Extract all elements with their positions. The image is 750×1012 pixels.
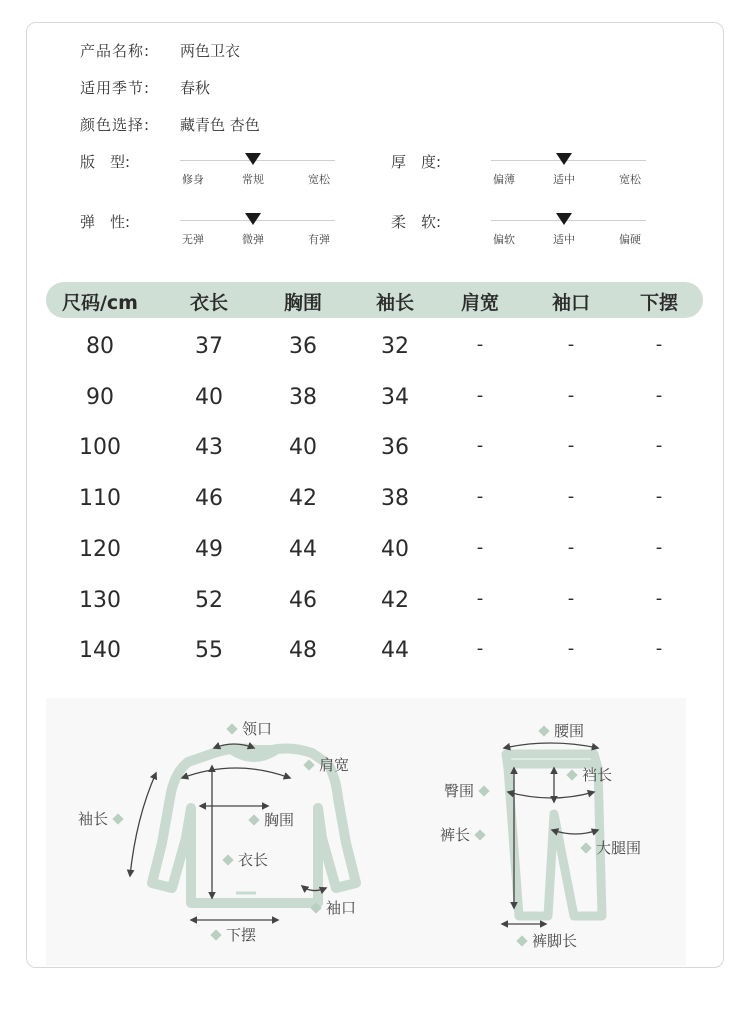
cell-cuff: -	[567, 536, 575, 558]
cell-size: 100	[79, 435, 121, 461]
info-color	[80, 114, 260, 135]
diamond-bullet-icon	[248, 814, 259, 825]
cell-hem: -	[655, 384, 663, 406]
header-hem: 下摆	[639, 292, 678, 314]
season-label: 适用季节:	[80, 79, 151, 97]
cell-sleeve: 40	[381, 536, 409, 562]
thickness-scale	[391, 151, 711, 201]
softness-option: 偏软	[493, 233, 515, 246]
cell-length: 52	[195, 587, 223, 613]
diamond-bullet-icon	[210, 929, 221, 940]
cell-shoulder: -	[476, 334, 484, 355]
cell-shoulder: -	[476, 587, 484, 609]
thickness-option: 适中	[553, 173, 575, 186]
cell-cuff: -	[567, 435, 575, 457]
diamond-bullet-icon	[478, 785, 489, 796]
cell-chest: 48	[289, 638, 317, 664]
label-leg-opening: 裤脚长	[512, 930, 577, 951]
elasticity-scale-marker	[245, 213, 261, 225]
elasticity-option: 有弹	[308, 233, 330, 246]
label-hem: 下摆	[206, 924, 256, 945]
table-row	[0, 537, 750, 587]
label-collar: 领口	[222, 718, 272, 739]
cell-cuff: -	[567, 384, 575, 406]
cell-size: 110	[79, 486, 121, 512]
cell-size: 80	[86, 334, 114, 359]
fit-option: 宽松	[308, 173, 330, 186]
label-shoulder: 肩宽	[299, 754, 349, 775]
softness-scale-marker	[556, 213, 572, 225]
cell-chest: 40	[289, 435, 317, 461]
cell-shoulder: -	[476, 384, 484, 406]
cell-hem: -	[655, 587, 663, 609]
elasticity-option: 微弹	[242, 233, 264, 246]
cell-length: 46	[195, 486, 223, 512]
table-row	[0, 486, 750, 536]
thickness-scale-marker	[556, 153, 572, 165]
season-value: 春秋	[180, 79, 211, 97]
table-row	[0, 334, 750, 384]
header-size: 尺码/cm	[61, 292, 138, 314]
label-crotch: 裆长	[562, 764, 612, 785]
label-length: 衣长	[218, 849, 268, 870]
cell-sleeve: 44	[381, 638, 409, 664]
cell-hem: -	[655, 536, 663, 558]
diamond-bullet-icon	[310, 902, 321, 913]
cell-cuff: -	[567, 486, 575, 508]
cell-chest: 42	[289, 486, 317, 512]
softness-option: 适中	[553, 233, 575, 246]
softness-option: 偏硬	[619, 233, 641, 246]
product-label: 产品名称:	[80, 42, 151, 60]
cell-length: 40	[195, 384, 223, 410]
cell-size: 130	[79, 587, 121, 613]
cell-chest: 46	[289, 587, 317, 613]
label-chest: 胸围	[244, 809, 294, 830]
cell-length: 37	[195, 334, 223, 359]
cell-cuff: -	[567, 638, 575, 660]
fit-scale	[80, 151, 400, 201]
color-value: 藏青色 杏色	[180, 116, 260, 134]
diamond-bullet-icon	[566, 769, 577, 780]
cell-sleeve: 42	[381, 587, 409, 613]
thickness-option: 宽松	[619, 173, 641, 186]
cell-chest: 36	[289, 334, 317, 359]
diamond-bullet-icon	[303, 759, 314, 770]
color-label: 颜色选择:	[80, 116, 151, 134]
table-row	[0, 435, 750, 485]
thickness-option: 偏薄	[493, 173, 515, 186]
table-row	[0, 385, 750, 435]
cell-sleeve: 36	[381, 435, 409, 461]
cell-size: 140	[79, 638, 121, 664]
header-length: 衣长	[189, 292, 228, 314]
cell-cuff: -	[567, 587, 575, 609]
product-value: 两色卫衣	[180, 42, 241, 60]
elasticity-option: 无弹	[182, 233, 204, 246]
fit-scale-label: 版 型:	[80, 153, 131, 171]
cell-length: 43	[195, 435, 223, 461]
cell-chest: 38	[289, 384, 317, 410]
diamond-bullet-icon	[580, 842, 591, 853]
cell-shoulder: -	[476, 536, 484, 558]
softness-scale	[391, 211, 711, 261]
diamond-bullet-icon	[112, 813, 123, 824]
diamond-bullet-icon	[516, 935, 527, 946]
label-pants-length: 裤长	[440, 824, 490, 845]
cell-length: 55	[195, 638, 223, 664]
elasticity-scale-label: 弹 性:	[80, 213, 131, 231]
diamond-bullet-icon	[222, 854, 233, 865]
cell-hem: -	[655, 435, 663, 457]
cell-cuff: -	[567, 334, 575, 355]
header-chest: 胸围	[283, 292, 322, 314]
fit-option: 修身	[182, 173, 204, 186]
elasticity-scale	[80, 211, 400, 261]
cell-length: 49	[195, 536, 223, 562]
cell-size: 120	[79, 536, 121, 562]
table-row	[0, 588, 750, 638]
table-row	[0, 638, 750, 688]
label-waist: 腰围	[534, 720, 584, 741]
cell-hem: -	[655, 486, 663, 508]
fit-option: 常规	[242, 173, 264, 186]
fit-scale-marker	[245, 153, 261, 165]
cell-sleeve: 34	[381, 384, 409, 410]
label-thigh: 大腿围	[576, 837, 641, 858]
diamond-bullet-icon	[226, 723, 237, 734]
cell-size: 90	[86, 384, 114, 410]
header-sleeve: 袖长	[375, 292, 414, 314]
cell-chest: 44	[289, 536, 317, 562]
cell-shoulder: -	[476, 486, 484, 508]
measurement-diagram	[46, 698, 686, 966]
garment-illustration	[46, 698, 686, 966]
cell-sleeve: 32	[381, 334, 409, 359]
info-season	[80, 77, 210, 98]
thickness-scale-label: 厚 度:	[391, 153, 442, 171]
cell-shoulder: -	[476, 435, 484, 457]
label-hip: 臀围	[444, 780, 494, 801]
cell-sleeve: 38	[381, 486, 409, 512]
info-product	[80, 40, 240, 61]
label-sleeve-length: 袖长	[78, 808, 128, 829]
cell-hem: -	[655, 638, 663, 660]
diamond-bullet-icon	[538, 725, 549, 736]
softness-scale-label: 柔 软:	[391, 213, 442, 231]
header-cuff: 袖口	[551, 292, 590, 314]
label-cuff: 袖口	[306, 897, 356, 918]
header-shoulder: 肩宽	[460, 292, 499, 314]
cell-hem: -	[655, 334, 663, 355]
cell-shoulder: -	[476, 638, 484, 660]
diamond-bullet-icon	[474, 829, 485, 840]
